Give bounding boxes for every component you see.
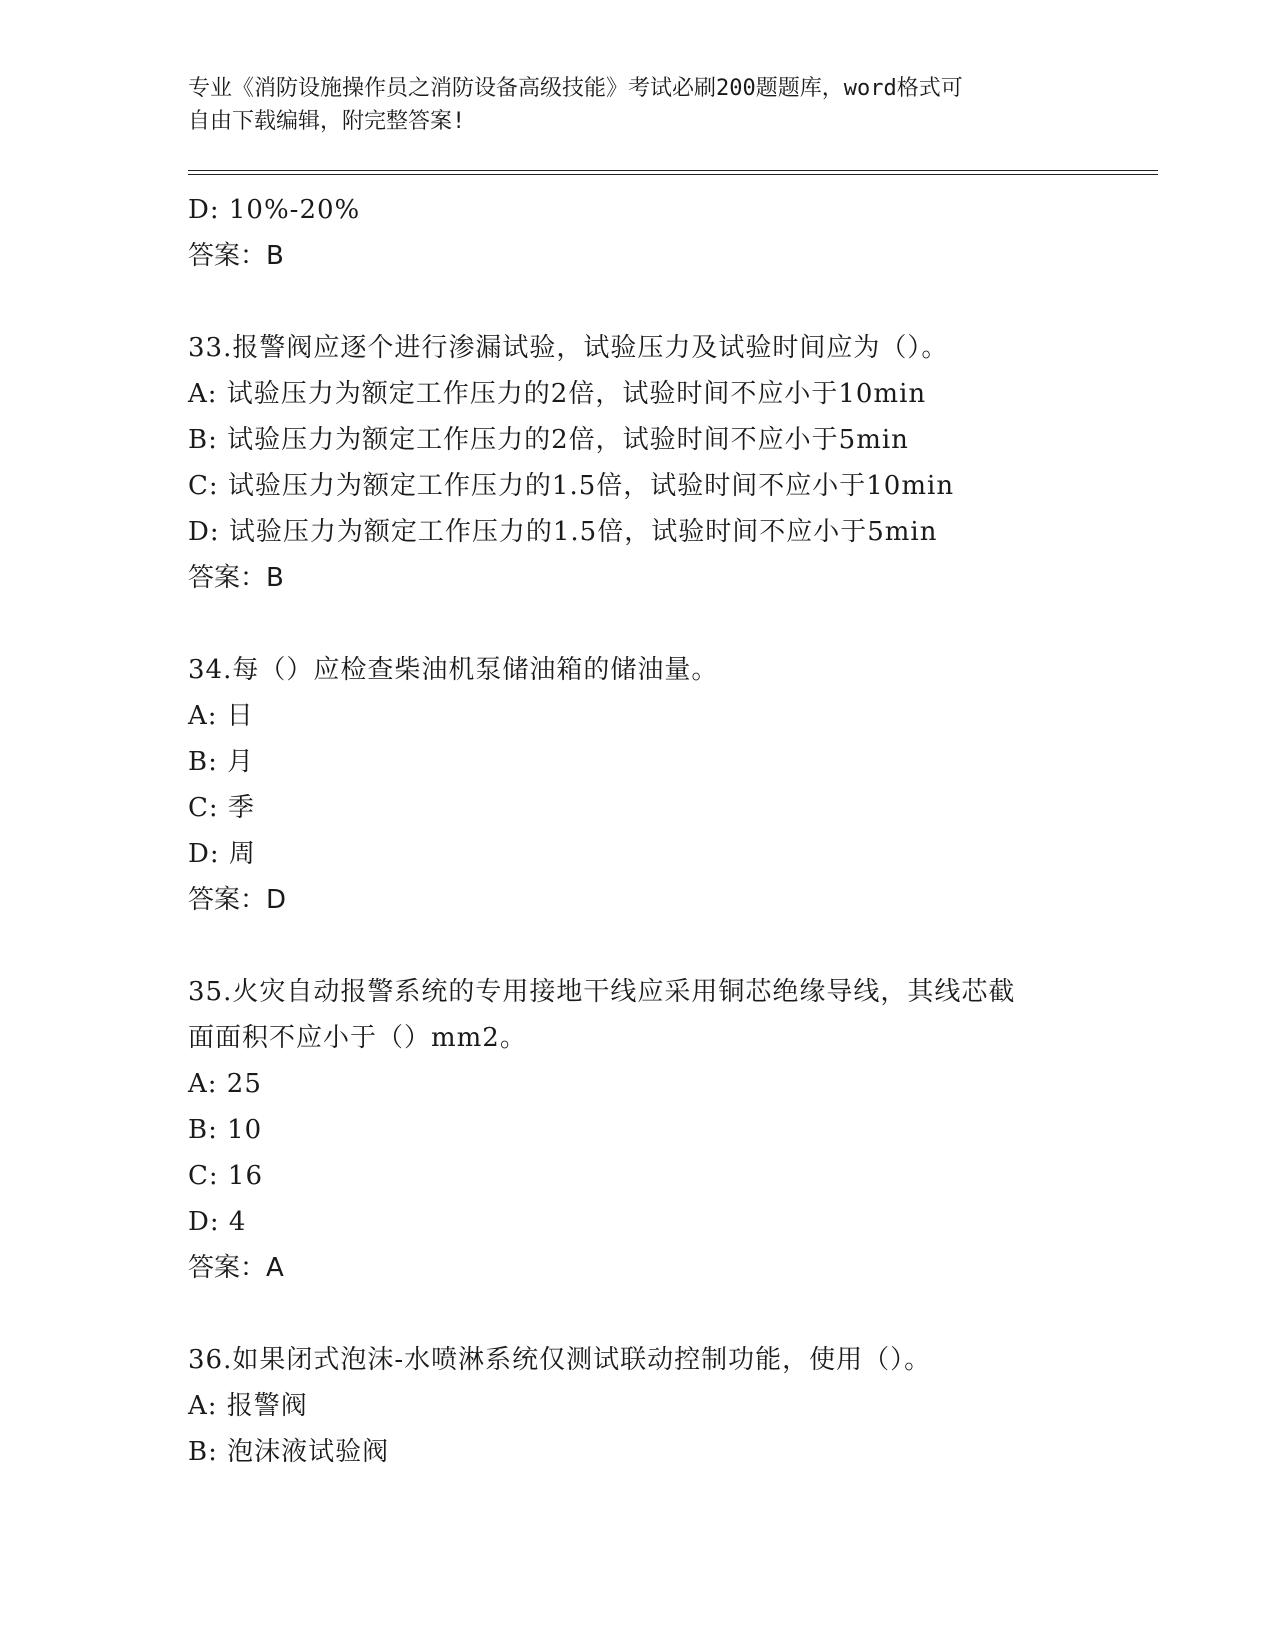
option-d: D: 10%-20%	[188, 195, 361, 225]
header-line-2: 自由下载编辑，附完整答案!	[188, 109, 466, 134]
question-35	[188, 969, 1138, 1291]
option-a: A: 报警阀	[188, 1391, 308, 1421]
question-34	[188, 647, 1138, 923]
question-stem: 33.报警阀应逐个进行渗漏试验，试验压力及试验时间应为（）。	[188, 333, 949, 363]
option-d: D: 试验压力为额定工作压力的1.5倍，试验时间不应小于5min	[188, 517, 938, 547]
question-36	[188, 1337, 1138, 1475]
option-b: B: 泡沫液试验阀	[188, 1437, 390, 1467]
option-b: B: 月	[188, 747, 255, 777]
option-c: C: 16	[188, 1161, 264, 1191]
spacer	[188, 1291, 1138, 1337]
answer-label: 答案：D	[188, 885, 287, 915]
question-33	[188, 325, 1138, 601]
header-divider-top	[188, 170, 1158, 171]
option-b: B: 10	[188, 1115, 263, 1145]
header-divider-bottom	[188, 174, 1158, 175]
question-stem: 36.如果闭式泡沫-水喷淋系统仅测试联动控制功能，使用（）。	[188, 1345, 932, 1375]
header-line-1: 专业《消防设施操作员之消防设备高级技能》考试必刷200题题库，word格式可	[188, 76, 963, 101]
answer-label: 答案：B	[188, 563, 284, 593]
answer-label: 答案：B	[188, 241, 284, 271]
spacer	[188, 601, 1138, 647]
option-a: A: 日	[188, 701, 254, 731]
option-d: D: 4	[188, 1207, 247, 1237]
option-c: C: 试验压力为额定工作压力的1.5倍，试验时间不应小于10min	[188, 471, 955, 501]
question-32-tail	[188, 187, 1138, 279]
spacer	[188, 923, 1138, 969]
question-stem: 34.每（）应检查柴油机泵储油箱的储油量。	[188, 655, 719, 685]
document-header	[188, 72, 1088, 138]
question-stem-line-1: 35.火灾自动报警系统的专用接地干线应采用铜芯绝缘导线，其线芯截	[188, 977, 1016, 1007]
spacer	[188, 279, 1138, 325]
option-b: B: 试验压力为额定工作压力的2倍，试验时间不应小于5min	[188, 425, 909, 455]
option-a: A: 25	[188, 1069, 262, 1099]
option-c: C: 季	[188, 793, 255, 823]
question-list	[188, 187, 1138, 1475]
option-d: D: 周	[188, 839, 256, 869]
answer-label: 答案：A	[188, 1253, 284, 1283]
option-a: A: 试验压力为额定工作压力的2倍，试验时间不应小于10min	[188, 379, 927, 409]
question-stem-line-2: 面面积不应小于（）mm2。	[188, 1023, 527, 1053]
